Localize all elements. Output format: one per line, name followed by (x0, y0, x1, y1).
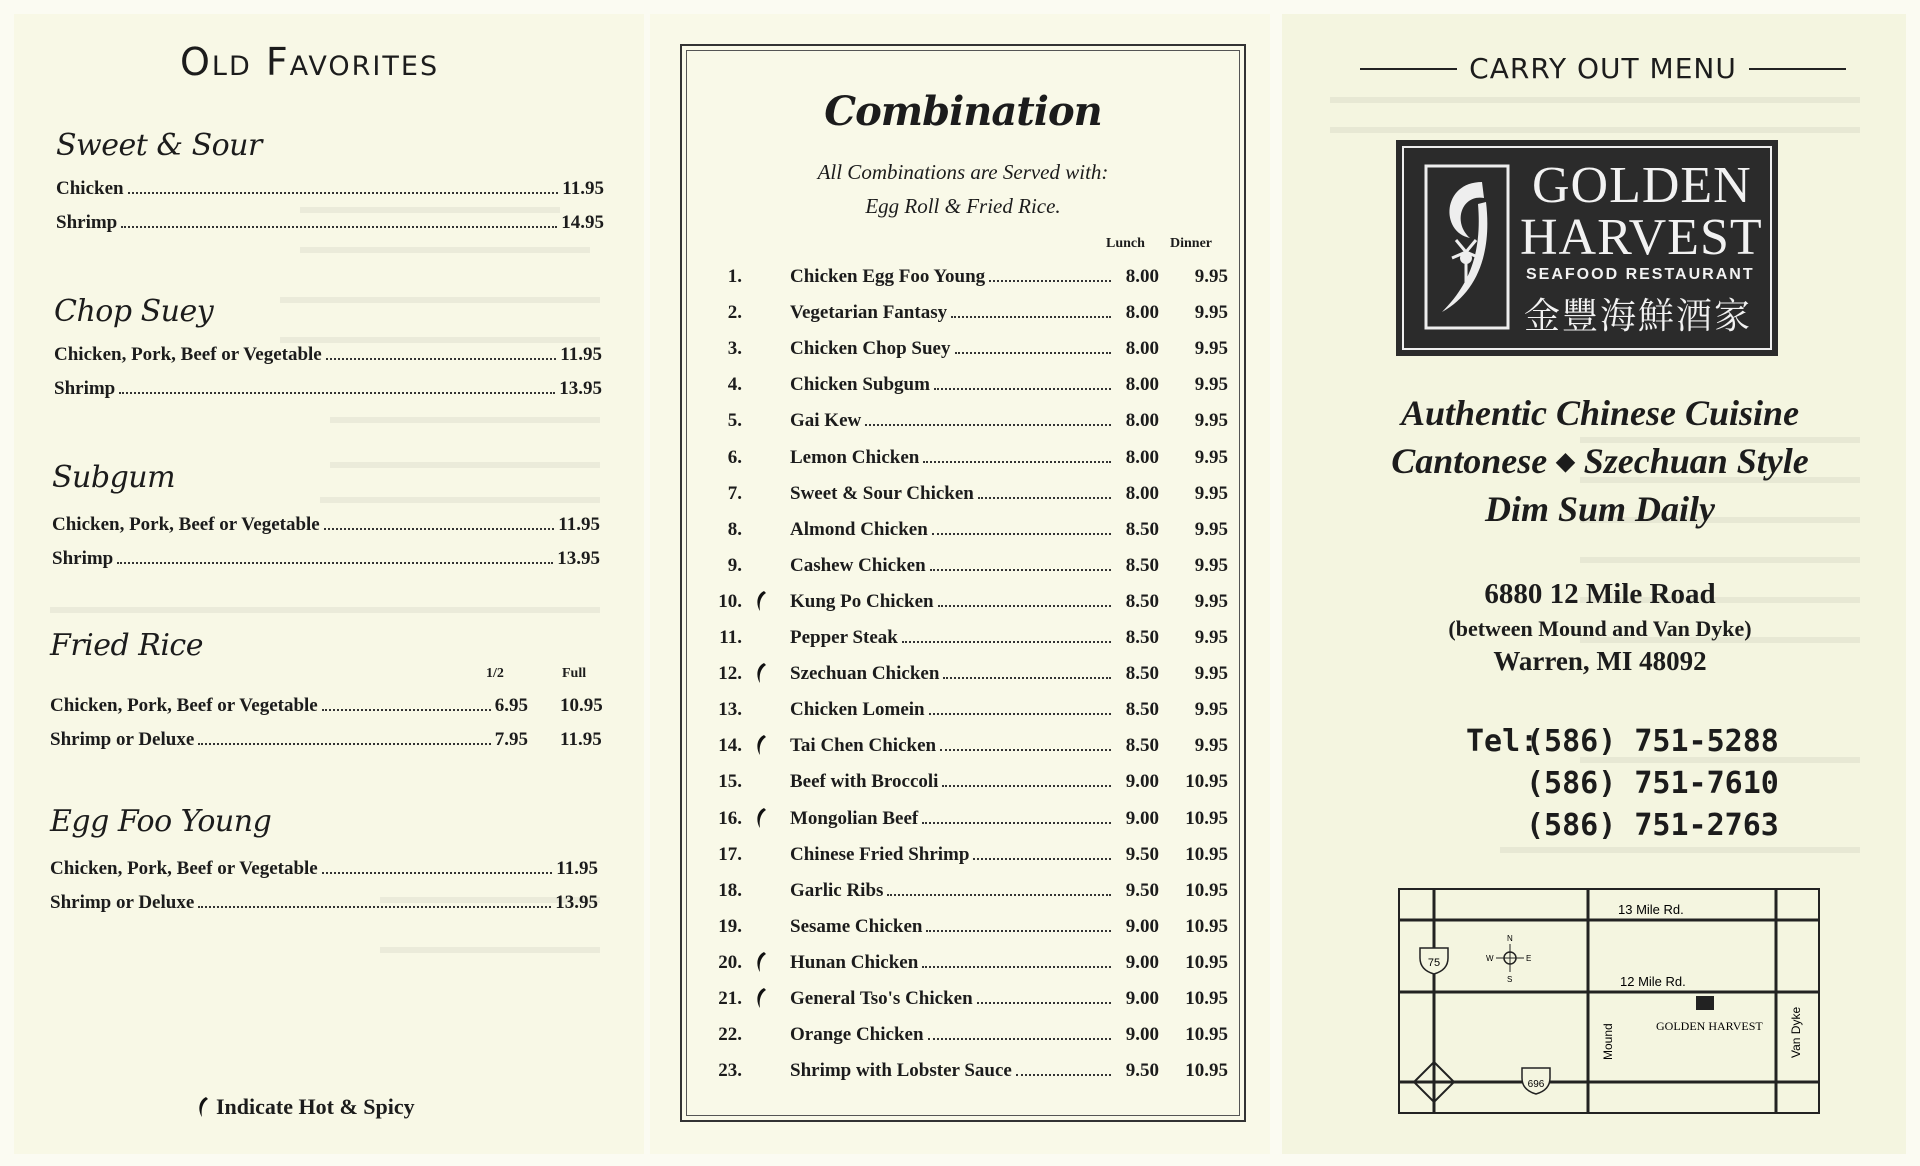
restaurant-marker-icon (1696, 996, 1714, 1010)
item-name-row (790, 266, 1113, 288)
item-name: Chicken Chop Suey (790, 338, 951, 360)
map-label-13-mile: 13 Mile Rd. (1618, 902, 1684, 917)
item-number: 6. (727, 446, 742, 468)
tagline-dim-sum: Dim Sum Daily (1484, 489, 1716, 529)
item-number: 4. (727, 374, 742, 396)
combination-item (700, 735, 1228, 765)
item-name: Sweet & Sour Chicken (790, 482, 974, 504)
item-price-lunch: 9.00 (1125, 951, 1159, 973)
item-name-row (790, 302, 1113, 324)
item-price-dinner: 9.95 (1194, 663, 1228, 685)
item-price-lunch: 8.00 (1125, 410, 1159, 432)
combination-title: Combination (824, 88, 1102, 135)
combination-item (700, 879, 1228, 910)
item-price-dinner: 9.95 (1194, 699, 1228, 721)
item-number: 13. (718, 699, 742, 721)
carry-out-title: CARRY OUT MENU (1469, 52, 1737, 85)
diamond-icon: ◆ (1556, 449, 1575, 475)
map-label-restaurant: GOLDEN HARVEST (1656, 1019, 1763, 1033)
combination-item (700, 1024, 1228, 1054)
item-number: 11. (719, 627, 742, 648)
item-price-dinner: 9.95 (1194, 302, 1228, 324)
item-name: Chicken Lomein (790, 699, 925, 721)
item-number: 20. (718, 951, 742, 973)
item-name-row (790, 916, 1113, 938)
section-heading-egg-foo-young: Egg Foo Young (50, 804, 272, 839)
item-price: 13.95 (559, 378, 602, 399)
item-name-row (790, 988, 1113, 1010)
item-name: Shrimp or Deluxe (50, 892, 195, 913)
item-price-lunch: 9.00 (1125, 1024, 1159, 1046)
item-name: Cashew Chicken (790, 554, 926, 576)
item-price-lunch: 9.50 (1125, 1060, 1159, 1082)
item-price: 14.95 (561, 212, 604, 233)
item-price-lunch: 8.50 (1125, 590, 1159, 612)
item-number: 12. (718, 663, 742, 685)
map-frame (1399, 889, 1819, 1113)
menu-item (54, 344, 602, 366)
item-price-dinner: 9.95 (1194, 446, 1228, 468)
combination-item (700, 554, 1228, 585)
item-number: 16. (718, 807, 742, 829)
combination-item (700, 1060, 1228, 1090)
item-price-lunch: 8.50 (1125, 663, 1159, 685)
item-price-dinner: 10.95 (1185, 771, 1228, 793)
phone-number[interactable]: (586) 751-5288 (1526, 724, 1779, 759)
section-heading-sweet-sour: Sweet & Sour (56, 128, 262, 163)
logo-chinese-name: 金豐海鮮酒家 (1524, 296, 1753, 337)
item-price-lunch: 8.00 (1125, 338, 1159, 360)
combination-item (700, 843, 1228, 874)
item-price-dinner: 10.95 (1185, 988, 1228, 1009)
spicy-marker (754, 733, 768, 763)
section-heading-subgum: Subgum (52, 460, 176, 495)
tagline-cantonese: Cantonese (1391, 441, 1548, 481)
item-name-row (790, 771, 1113, 793)
item-name-row (790, 591, 1113, 613)
item-name: Mongolian Beef (790, 807, 919, 829)
item-name: Lemon Chicken (790, 446, 920, 468)
item-price-lunch: 8.00 (1125, 374, 1159, 396)
item-name-row (790, 1060, 1113, 1082)
item-name: Chicken, Pork, Beef or Vegetable (52, 514, 320, 535)
menu-item (50, 729, 528, 751)
tagline-szechuan: Szechuan Style (1583, 441, 1809, 481)
col-dinner-label: Dinner (1170, 236, 1212, 251)
menu-item (52, 514, 600, 536)
item-name: Shrimp (52, 548, 114, 569)
item-price-dinner: 10.95 (1185, 915, 1228, 937)
item-price-dinner: 10.95 (1185, 843, 1228, 865)
item-price-dinner: 9.95 (1194, 338, 1228, 360)
item-price-dinner: 10.95 (1185, 879, 1228, 901)
location-map (1398, 888, 1820, 1114)
menu-item (56, 178, 604, 200)
menu-item (56, 212, 604, 234)
item-price-lunch: 8.50 (1125, 554, 1159, 576)
item-name-row (790, 627, 1113, 649)
item-name: Shrimp with Lobster Sauce (790, 1060, 1012, 1082)
compass-s: S (1507, 975, 1513, 984)
item-name: Sesame Chicken (790, 915, 923, 937)
logo-subtitle: SEAFOOD RESTAURANT (1526, 266, 1755, 283)
item-price-lunch: 9.50 (1125, 879, 1159, 901)
item-price-lunch: 8.50 (1125, 699, 1159, 721)
item-name-row (790, 519, 1113, 541)
item-number: 5. (727, 410, 742, 432)
item-number: 8. (727, 518, 742, 540)
old-favorites-title: Old Favorites (180, 40, 440, 84)
item-price-full: 11.95 (560, 729, 602, 750)
item-price-lunch: 9.00 (1125, 807, 1159, 829)
item-name-row (790, 663, 1113, 685)
item-name: Chinese Fried Shrimp (790, 843, 970, 865)
item-name-row (790, 844, 1113, 866)
item-price-lunch: 8.50 (1125, 627, 1159, 648)
divider (1749, 68, 1846, 70)
item-price: 13.95 (557, 548, 600, 569)
combination-item (700, 663, 1228, 693)
item-name-row (790, 952, 1113, 974)
item-price: 11.95 (562, 178, 604, 199)
item-name: Chicken Egg Foo Young (790, 266, 986, 287)
col-half-label: 1/2 (486, 666, 504, 681)
item-name: Hunan Chicken (790, 951, 919, 973)
item-price-dinner: 9.95 (1194, 735, 1228, 757)
menu-item (54, 378, 602, 400)
item-price-lunch: 9.00 (1125, 988, 1159, 1009)
item-name: Shrimp or Deluxe (50, 729, 195, 750)
spicy-note-text: Indicate Hot & Spicy (216, 1094, 415, 1119)
item-price-dinner: 10.95 (1185, 1060, 1228, 1082)
menu-item (50, 695, 528, 717)
item-name-row (790, 447, 1113, 469)
item-name-row (790, 808, 1113, 830)
combination-subtitle-1: All Combinations are Served with: (817, 160, 1109, 184)
item-price-half: 7.95 (494, 729, 528, 750)
item-number: 18. (718, 879, 742, 901)
section-heading-chop-suey: Chop Suey (54, 294, 214, 329)
item-name: Beef with Broccoli (790, 771, 939, 793)
item-name-row (790, 555, 1113, 577)
item-price-dinner: 9.95 (1194, 518, 1228, 540)
item-price-dinner: 9.95 (1194, 374, 1228, 396)
item-price-full: 10.95 (560, 695, 603, 716)
address-city: Warren, MI 48092 (1493, 646, 1707, 676)
item-number: 23. (718, 1060, 742, 1082)
item-price: 11.95 (558, 514, 600, 535)
item-price-dinner: 9.95 (1194, 590, 1228, 612)
combination-item (700, 915, 1228, 946)
combination-item (700, 590, 1228, 621)
item-price-lunch: 8.50 (1125, 735, 1159, 757)
item-price: 11.95 (556, 858, 598, 879)
item-price-dinner: 10.95 (1185, 1024, 1228, 1046)
item-number: 7. (727, 482, 742, 504)
menu-item (50, 858, 598, 880)
item-price-dinner: 9.95 (1194, 627, 1228, 648)
menu-item (52, 548, 600, 570)
spicy-marker (754, 950, 768, 980)
combination-item (700, 266, 1228, 296)
combination-item (700, 951, 1228, 982)
compass-icon (1496, 944, 1524, 972)
item-price-lunch: 9.00 (1125, 771, 1159, 793)
item-name: Shrimp (54, 378, 116, 399)
compass-e: E (1526, 954, 1532, 963)
item-name: Tai Chen Chicken (790, 735, 937, 757)
item-price-dinner: 9.95 (1194, 482, 1228, 504)
spicy-marker (754, 986, 768, 1016)
chili-pepper-icon (196, 1095, 210, 1119)
combination-item (700, 446, 1228, 477)
map-label-mound: Mound (1601, 1023, 1615, 1060)
item-name-row (790, 699, 1113, 721)
item-number: 21. (718, 988, 742, 1009)
item-number: 14. (718, 735, 742, 757)
item-number: 2. (727, 302, 742, 324)
item-name: Chicken, Pork, Beef or Vegetable (50, 695, 318, 716)
chili-pepper-icon (754, 733, 768, 757)
item-name: Vegetarian Fantasy (790, 302, 948, 324)
combination-item (700, 807, 1228, 838)
item-price-lunch: 8.00 (1125, 446, 1159, 468)
item-number: 17. (718, 843, 742, 865)
item-price-dinner: 9.95 (1194, 554, 1228, 576)
logo-word-harvest: HARVEST (1520, 209, 1763, 266)
spicy-marker (754, 589, 768, 619)
item-price-lunch: 8.00 (1125, 302, 1159, 324)
item-name-row (790, 1024, 1113, 1046)
item-name: Orange Chicken (790, 1024, 924, 1046)
map-label-12-mile: 12 Mile Rd. (1620, 974, 1686, 989)
item-number: 1. (727, 266, 742, 287)
item-price-lunch: 8.00 (1125, 482, 1159, 504)
combination-item (700, 627, 1228, 657)
item-name-row (790, 374, 1113, 396)
carry-out-header (1348, 52, 1858, 85)
map-label-van-dyke: Van Dyke (1789, 1006, 1803, 1058)
spicy-marker (754, 806, 768, 836)
item-price: 11.95 (560, 344, 602, 365)
combination-item (700, 302, 1228, 332)
item-name: General Tso's Chicken (790, 988, 973, 1009)
item-price-lunch: 8.50 (1125, 518, 1159, 540)
item-name: Shrimp (56, 212, 118, 233)
item-price-dinner: 10.95 (1185, 951, 1228, 973)
item-number: 15. (718, 771, 742, 793)
spicy-marker (754, 661, 768, 691)
item-name: Chicken Subgum (790, 374, 930, 396)
col-full-label: Full (562, 666, 587, 681)
item-price-lunch: 9.50 (1125, 843, 1159, 865)
logo-emblem-icon (1422, 162, 1512, 332)
chili-pepper-icon (754, 661, 768, 685)
divider (1360, 68, 1457, 70)
section-heading-fried-rice: Fried Rice (50, 628, 203, 663)
combination-item (700, 482, 1228, 513)
combination-subtitle-2: Egg Roll & Fried Rice. (865, 194, 1061, 218)
phone-number[interactable]: (586) 751-2763 (1526, 808, 1779, 843)
item-name-row (790, 483, 1113, 505)
tagline-styles (1330, 440, 1870, 482)
item-name-row (790, 338, 1113, 360)
hwy-75-label: 75 (1427, 957, 1441, 969)
item-name: Kung Po Chicken (790, 590, 934, 612)
combination-item (700, 771, 1228, 801)
item-name: Szechuan Chicken (790, 663, 940, 685)
item-price: 13.95 (555, 892, 598, 913)
item-price-lunch: 9.00 (1125, 915, 1159, 937)
item-number: 9. (727, 554, 742, 576)
chili-pepper-icon (754, 986, 768, 1010)
menu-item (50, 892, 598, 914)
item-name: Pepper Steak (790, 627, 898, 648)
item-price-dinner: 9.95 (1194, 410, 1228, 432)
hwy-696-label: 696 (1527, 1079, 1545, 1090)
tagline-cuisine: Authentic Chinese Cuisine (1400, 393, 1800, 433)
spicy-legend (196, 1094, 415, 1120)
item-number: 10. (718, 590, 742, 612)
item-name-row (790, 410, 1113, 432)
compass-n: N (1507, 934, 1513, 943)
item-price-half: 6.95 (494, 695, 528, 716)
combination-item (700, 988, 1228, 1018)
item-name: Almond Chicken (790, 518, 928, 540)
combination-item (700, 374, 1228, 404)
item-name-row (790, 735, 1113, 757)
phone-number[interactable]: (586) 751-7610 (1526, 766, 1779, 801)
col-lunch-label: Lunch (1106, 236, 1145, 251)
item-price-lunch: 8.00 (1125, 266, 1159, 287)
item-name: Gai Kew (790, 410, 862, 432)
item-number: 3. (727, 338, 742, 360)
item-price-dinner: 10.95 (1185, 807, 1228, 829)
item-number: 22. (718, 1024, 742, 1046)
item-name: Chicken, Pork, Beef or Vegetable (54, 344, 322, 365)
item-name: Chicken, Pork, Beef or Vegetable (50, 858, 318, 879)
combination-item (700, 338, 1228, 368)
chili-pepper-icon (754, 589, 768, 613)
item-name-row (790, 880, 1113, 902)
item-price-dinner: 9.95 (1194, 266, 1228, 287)
compass-w: W (1486, 954, 1494, 963)
address-note: (between Mound and Van Dyke) (1448, 616, 1752, 641)
chili-pepper-icon (754, 950, 768, 974)
chili-pepper-icon (754, 806, 768, 830)
logo-word-golden: GOLDEN (1532, 157, 1752, 214)
item-name: Chicken (56, 178, 124, 199)
tel-label: Tel: (1466, 724, 1539, 759)
combination-item (700, 410, 1228, 440)
combination-item (700, 699, 1228, 729)
address-street: 6880 12 Mile Road (1484, 578, 1716, 610)
combination-item (700, 518, 1228, 549)
item-name: Garlic Ribs (790, 879, 884, 901)
item-number: 19. (718, 915, 742, 937)
